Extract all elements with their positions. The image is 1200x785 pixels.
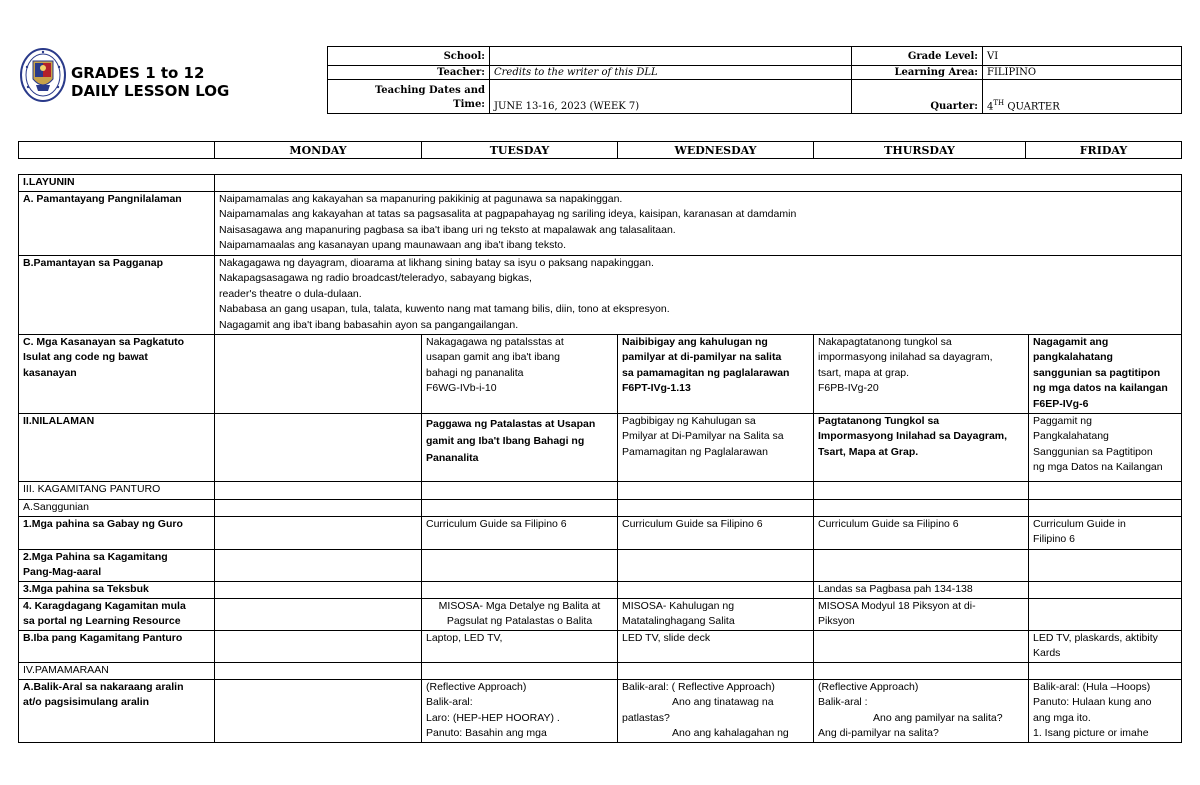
label-line: 4. Karagdagang Kagamitan mula — [23, 599, 186, 612]
day-header-friday: FRIDAY — [1026, 142, 1182, 159]
gabay-guro-wednesday: Curriculum Guide sa Filipino 6 — [618, 516, 814, 549]
nilalaman-tuesday — [422, 413, 618, 481]
empty-cell — [814, 499, 1029, 516]
empty-cell — [1029, 662, 1182, 679]
row-label-pamamaraan: IV.PAMAMARAAN — [19, 662, 215, 679]
label-line: Isulat ang code ng bawat — [23, 351, 148, 363]
content-line: MISOSA- Mga Detalye ng Balita at — [438, 599, 601, 612]
day-header-monday: MONDAY — [215, 142, 422, 159]
karagdagang-wednesday — [618, 598, 814, 630]
content-line: Ano ang tinatawag na — [672, 696, 774, 708]
empty-cell — [422, 662, 618, 679]
label-line: C. Mga Kasanayan sa Pagkatuto — [23, 335, 185, 348]
teaching-dates-label — [328, 80, 490, 114]
content-line: MISOSA- Kahulugan ng — [622, 599, 735, 612]
title-line-1: GRADES 1 to 12 — [71, 64, 205, 82]
content-line: Pangkalahatang — [1033, 430, 1109, 442]
nilalaman-thursday — [814, 413, 1029, 481]
quarter-value — [983, 80, 1182, 114]
row-label-pamantayan-pagganap: B.Pamantayan sa Pagganap — [19, 255, 215, 334]
label-line: A.Balik-Aral sa nakaraang aralin — [23, 680, 184, 693]
content-line: Pmilyar at Di-Pamilyar na Salita sa — [622, 430, 784, 442]
teacher-value: Credits to the writer of this DLL — [490, 66, 852, 80]
content-line: ng mga datos na kailangan — [1033, 382, 1168, 394]
kasanayan-monday — [215, 334, 422, 413]
teacher-label: Teacher: — [328, 66, 490, 80]
content-line: tsart, mapa at grap. — [818, 366, 910, 379]
table-row — [19, 549, 1182, 581]
row-label-layunin: I.LAYUNIN — [19, 175, 215, 192]
row-label-kagamitang-panturo: III. KAGAMITANG PANTURO — [19, 481, 215, 499]
table-row — [19, 516, 1182, 549]
lesson-log-table — [18, 174, 1182, 743]
content-line: Tsart, Mapa at Grap. — [818, 445, 919, 458]
row-label-gabay-guro: 1.Mga pahina sa Gabay ng Guro — [19, 516, 215, 549]
teksbuk-thursday: Landas sa Pagbasa pah 134-138 — [814, 581, 1029, 598]
competency-code: F6PT-IVg-1.13 — [622, 382, 691, 394]
table-row — [19, 598, 1182, 630]
content-line: Impormasyong Inilahad sa Dayagram, — [818, 430, 1008, 442]
day-header-blank — [19, 142, 215, 159]
content-line: Laro: (HEP-HEP HOORAY) . — [426, 711, 560, 724]
header-info-table — [327, 46, 1182, 114]
content-line: Naipamamalas ang kakayahan sa mapanuring pakikinig at pagunawa sa napakinggan. — [219, 192, 623, 205]
quarter-word: QUARTER — [1004, 101, 1060, 112]
content-line: MISOSA Modyul 18 Piksyon at di- — [818, 599, 976, 612]
learning-area-label: Learning Area: — [852, 66, 983, 80]
content-line: sa pamamagitan ng paglalarawan — [622, 366, 790, 379]
content-line: pangkalahatang — [1033, 351, 1113, 363]
content-line: (Reflective Approach) — [818, 680, 919, 693]
content-line: Pamamagitan ng Paglalarawan — [622, 445, 768, 458]
empty-cell — [1029, 499, 1182, 516]
teaching-dates-value: JUNE 13-16, 2023 (WEEK 7) — [490, 80, 852, 114]
empty-cell — [618, 481, 814, 499]
quarter-number: 4 — [987, 101, 994, 112]
row-label-balik-aral — [19, 679, 215, 742]
content-line: sanggunian sa pagtitipon — [1033, 366, 1161, 379]
competency-code: F6EP-IVg-6 — [1033, 397, 1089, 410]
content-line: Balik-aral: (Hula –Hoops) — [1033, 680, 1151, 693]
empty-cell — [422, 581, 618, 598]
pamantayan-pagganap-content — [215, 255, 1182, 334]
empty-cell — [1029, 549, 1182, 581]
content-line: Nakagagawa ng patalsstas at — [426, 335, 564, 348]
iba-pang-kagamitan-tuesday: Laptop, LED TV, — [422, 630, 618, 662]
content-line: bahagi ng pananalita — [426, 366, 524, 379]
content-line: Ang di-pamilyar na salita? — [818, 727, 939, 739]
content-line: Naibibigay ang kahulugan ng — [622, 335, 768, 348]
quarter-suffix: TH — [993, 98, 1005, 107]
competency-code: F6WG-IVb-i-10 — [426, 382, 497, 394]
content-line: Nakapagsasagawa ng radio broadcast/teleradyo, sabayang bigkas, — [219, 272, 532, 284]
table-row — [19, 255, 1182, 334]
content-line: Nakagagawa ng dayagram, dioarama at likhang sining batay sa isyu o paksang napakinggan. — [219, 256, 654, 269]
kasanayan-wednesday — [618, 334, 814, 413]
table-row — [19, 630, 1182, 662]
table-row — [19, 679, 1182, 742]
row-label-teksbuk: 3.Mga pahina sa Teksbuk — [19, 581, 215, 598]
content-line: reader's theatre o dula-dulaan. — [219, 287, 362, 300]
empty-cell — [422, 481, 618, 499]
balik-aral-wednesday — [618, 679, 814, 742]
row-label-kasanayan — [19, 334, 215, 413]
content-line: gamit ang Iba't Ibang Bahagi ng — [426, 434, 585, 447]
content-line: LED TV, plaskards, aktibity — [1033, 631, 1158, 644]
label-line: kasanayan — [23, 366, 77, 379]
kasanayan-thursday — [814, 334, 1029, 413]
content-line: Kards — [1033, 647, 1061, 659]
layunin-content — [215, 175, 1182, 192]
table-row — [19, 499, 1182, 516]
content-line: pamilyar at di-pamilyar na salita — [622, 351, 782, 363]
empty-cell — [215, 630, 422, 662]
content-line: Ano ang kahalagahan ng — [672, 727, 789, 739]
content-line: Panuto: Basahin ang mga — [426, 727, 547, 739]
row-label-nilalaman: II.NILALAMAN — [19, 413, 215, 481]
empty-cell — [618, 662, 814, 679]
document-title — [71, 64, 229, 100]
table-row — [19, 334, 1182, 413]
table-row — [19, 175, 1182, 192]
karagdagang-tuesday — [422, 598, 618, 630]
content-line: usapan gamit ang iba't ibang — [426, 351, 560, 363]
content-line: Balik-aral : — [818, 696, 868, 708]
empty-cell — [215, 481, 422, 499]
balik-aral-tuesday — [422, 679, 618, 742]
nilalaman-monday — [215, 413, 422, 481]
empty-cell — [215, 549, 422, 581]
kasanayan-tuesday — [422, 334, 618, 413]
content-line: Pagbibigay ng Kahulugan sa — [622, 414, 756, 427]
content-line: Sanggunian sa Pagtitipon — [1033, 445, 1153, 458]
content-line: (Reflective Approach) — [426, 680, 527, 693]
empty-cell — [1029, 481, 1182, 499]
gabay-guro-friday — [1029, 516, 1182, 549]
content-line: Naipamamalas ang kakayahan at tatas sa pagsasalita at pagpapahayag ng sariling ideya, kaisipan, karanasan at damdamin — [219, 208, 797, 220]
label-line: 2.Mga Pahina sa Kagamitang — [23, 550, 168, 563]
iba-pang-kagamitan-wednesday: LED TV, slide deck — [618, 630, 814, 662]
content-line: Pagsulat ng Patalastas o Balita — [446, 615, 593, 627]
content-line: Pananalita — [426, 451, 479, 464]
day-header-tuesday: TUESDAY — [422, 142, 618, 159]
balik-aral-thursday — [814, 679, 1029, 742]
content-line: Filipino 6 — [1033, 533, 1076, 545]
kasanayan-friday — [1029, 334, 1182, 413]
row-label-pamantayang-pangnilalaman: A. Pamantayang Pangnilalaman — [19, 191, 215, 255]
table-row — [19, 662, 1182, 679]
content-line: Balik-aral: — [426, 696, 473, 708]
empty-cell — [618, 581, 814, 598]
learning-area-value: FILIPINO — [983, 66, 1182, 80]
empty-cell — [215, 581, 422, 598]
content-line: Nagagamit ang iba't ibang babasahin ayon sa pangangailangan. — [219, 318, 519, 331]
row-label-karagdagang — [19, 598, 215, 630]
balik-aral-friday — [1029, 679, 1182, 742]
gabay-guro-thursday: Curriculum Guide sa Filipino 6 — [814, 516, 1029, 549]
gabay-guro-tuesday: Curriculum Guide sa Filipino 6 — [422, 516, 618, 549]
school-value — [490, 47, 852, 66]
content-line: Matatalinghagang Salita — [622, 615, 735, 627]
content-line: Paggawa ng Patalastas at Usapan — [426, 417, 596, 430]
pamantayang-pangnilalaman-content — [215, 191, 1182, 255]
content-line: Nagagamit ang — [1033, 335, 1109, 348]
empty-cell — [215, 679, 422, 742]
iba-pang-kagamitan-friday — [1029, 630, 1182, 662]
content-line: Curriculum Guide in — [1033, 517, 1126, 530]
empty-cell — [215, 499, 422, 516]
day-header-thursday: THURSDAY — [814, 142, 1026, 159]
content-line: Panuto: Hulaan kung ano — [1033, 696, 1152, 708]
empty-cell — [215, 662, 422, 679]
teaching-dates-label-1: Teaching Dates and — [374, 85, 485, 96]
label-line: sa portal ng Learning Resource — [23, 615, 181, 627]
content-line: impormasyong inilahad sa dayagram, — [818, 351, 993, 363]
row-label-kagamitang-mag-aaral — [19, 549, 215, 581]
content-line: ng mga Datos na Kailangan — [1033, 461, 1163, 473]
empty-cell — [814, 662, 1029, 679]
empty-cell — [814, 549, 1029, 581]
content-line: patlastas? — [622, 711, 670, 724]
gabay-guro-monday — [215, 516, 422, 549]
nilalaman-wednesday — [618, 413, 814, 481]
school-label: School: — [328, 47, 490, 66]
label-line: Pang-Mag-aaral — [23, 566, 102, 578]
empty-cell — [618, 549, 814, 581]
empty-cell — [1029, 598, 1182, 630]
day-header-wednesday: WEDNESDAY — [618, 142, 814, 159]
content-line: Naipamamaalas ang kasanayan upang maunawaan ang iba't ibang teksto. — [219, 239, 566, 251]
empty-cell — [422, 549, 618, 581]
teaching-dates-label-2: Time: — [453, 99, 485, 110]
quarter-label: Quarter: — [852, 80, 983, 114]
grade-level-label: Grade Level: — [852, 47, 983, 66]
empty-cell — [215, 598, 422, 630]
content-line: Piksyon — [818, 615, 855, 627]
empty-cell — [814, 630, 1029, 662]
content-line: Nababasa an gang usapan, tula, talata, kuwento nang mat tamang bilis, diin, tono at ekspresyon. — [219, 303, 670, 315]
label-line: at/o pagsisimulang aralin — [23, 696, 150, 708]
table-row — [19, 581, 1182, 598]
empty-cell — [422, 499, 618, 516]
day-header-table — [18, 141, 1182, 159]
title-line-2: DAILY LESSON LOG — [71, 82, 230, 100]
table-row — [19, 481, 1182, 499]
content-line: Nakapagtatanong tungkol sa — [818, 335, 952, 348]
table-row — [19, 413, 1182, 481]
empty-cell — [814, 481, 1029, 499]
empty-cell — [618, 499, 814, 516]
row-label-sanggunian: A.Sanggunian — [19, 499, 215, 516]
content-line: 1. Isang picture or imahe — [1033, 727, 1149, 739]
deped-seal-icon — [20, 47, 66, 103]
grade-level-value: VI — [983, 47, 1182, 66]
competency-code: F6PB-IVg-20 — [818, 382, 879, 394]
content-line: ang mga ito. — [1033, 711, 1091, 724]
empty-cell — [1029, 581, 1182, 598]
nilalaman-friday — [1029, 413, 1182, 481]
content-line: Paggamit ng — [1033, 414, 1092, 427]
content-line: Naisasagawa ang mapanuring pagbasa sa iba't ibang uri ng teksto at mapalawak ang talasalitaan. — [219, 223, 676, 236]
content-line: Balik-aral: ( Reflective Approach) — [622, 680, 775, 693]
row-label-iba-pang-kagamitan: B.Iba pang Kagamitang Panturo — [19, 630, 215, 662]
table-row — [19, 191, 1182, 255]
content-line: Pagtatanong Tungkol sa — [818, 414, 940, 427]
karagdagang-thursday — [814, 598, 1029, 630]
content-line: Ano ang pamilyar na salita? — [873, 711, 1003, 724]
